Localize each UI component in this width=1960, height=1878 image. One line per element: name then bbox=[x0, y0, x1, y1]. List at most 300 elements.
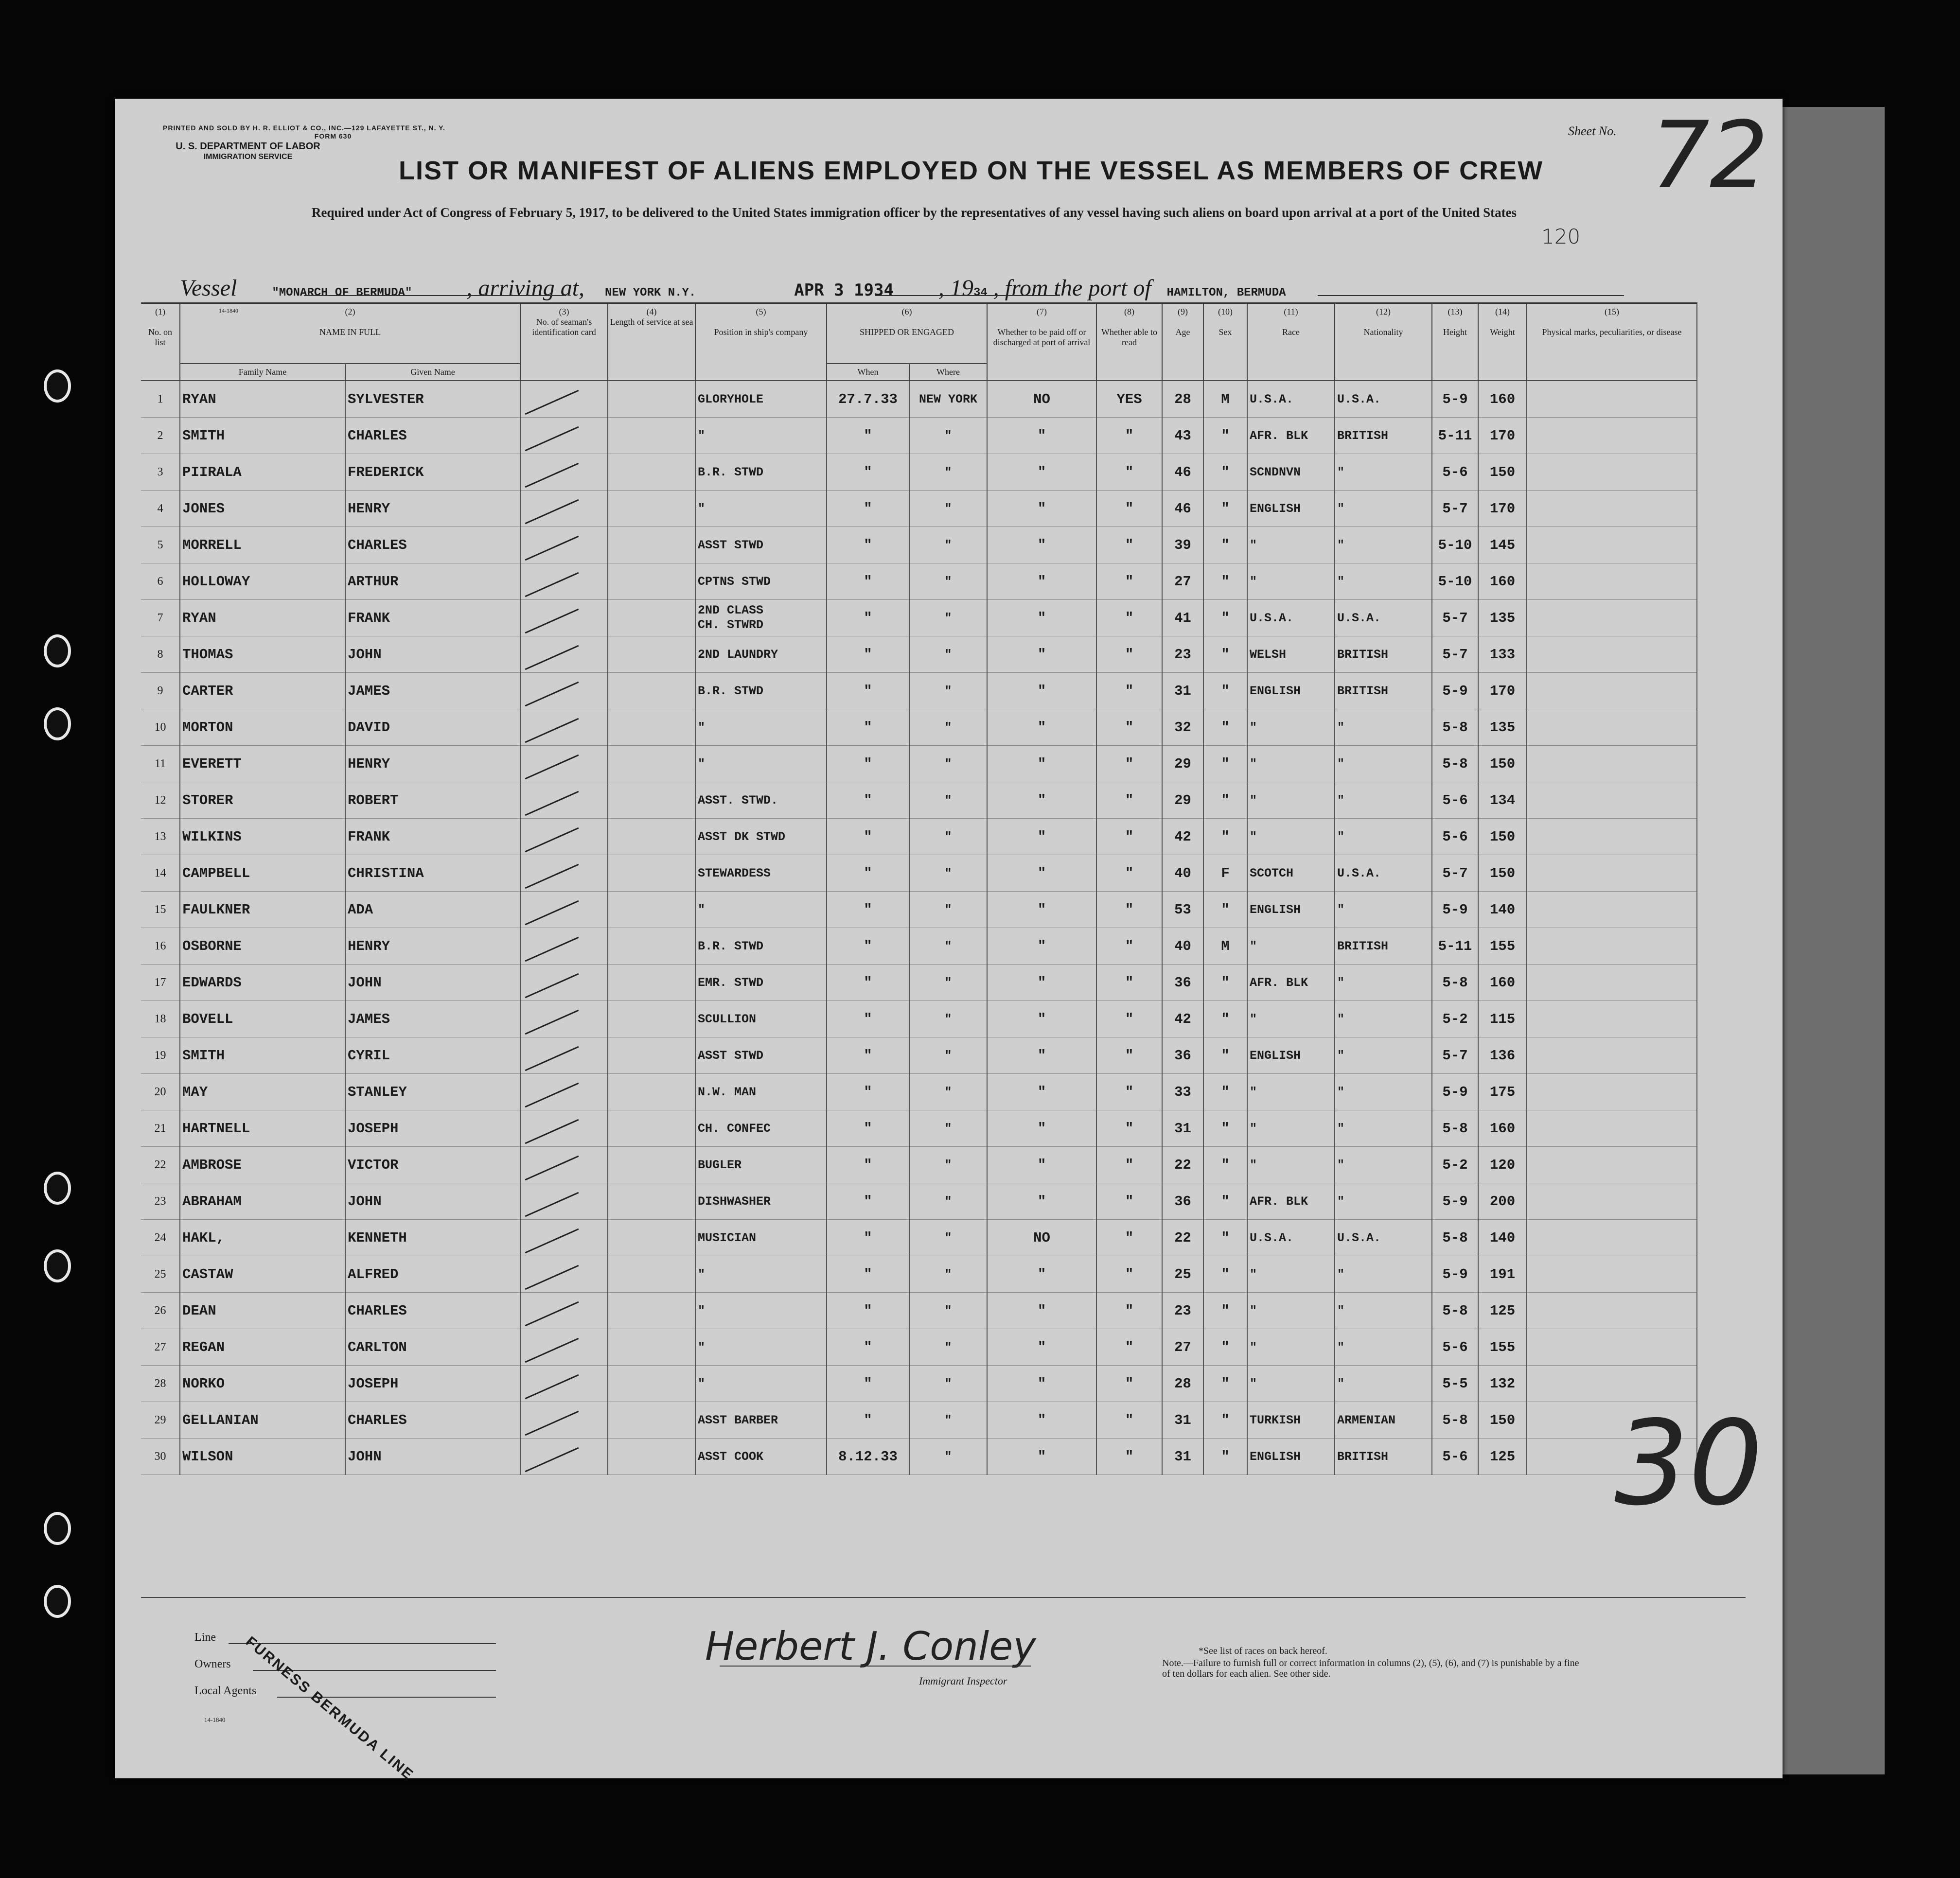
nationality: " bbox=[1335, 1256, 1432, 1293]
position: ASST. STWD. bbox=[695, 782, 827, 819]
shipped-where: " bbox=[909, 1256, 987, 1293]
shipped-when: " bbox=[827, 782, 909, 819]
col-title: Nationality bbox=[1363, 327, 1403, 337]
given-name: ARTHUR bbox=[345, 563, 520, 600]
id-card-dash-mark bbox=[525, 1228, 579, 1253]
physical-marks bbox=[1527, 1074, 1697, 1110]
sex: " bbox=[1203, 819, 1247, 855]
row-number: 16 bbox=[141, 928, 180, 965]
shipped-where: " bbox=[909, 1439, 987, 1475]
race: SCNDNVN bbox=[1247, 454, 1335, 491]
shipped-when: " bbox=[827, 746, 909, 782]
given-name: JOHN bbox=[345, 1183, 520, 1220]
service-length bbox=[608, 1110, 695, 1147]
shipped-where: " bbox=[909, 454, 987, 491]
nationality: BRITISH bbox=[1335, 1439, 1432, 1475]
table-row bbox=[141, 1183, 1697, 1220]
nationality: " bbox=[1335, 454, 1432, 491]
year-prefix: , 19 bbox=[938, 275, 973, 301]
weight: 136 bbox=[1478, 1037, 1527, 1074]
weight: 170 bbox=[1478, 418, 1527, 454]
col-title: Position in ship's company bbox=[714, 327, 808, 337]
id-card-dash-mark bbox=[525, 827, 579, 852]
shipped-when: " bbox=[827, 1074, 909, 1110]
year-suffix: 34 bbox=[973, 286, 988, 299]
nationality: " bbox=[1335, 1293, 1432, 1329]
service-length bbox=[608, 673, 695, 709]
physical-marks bbox=[1527, 746, 1697, 782]
shipped-when: 27.7.33 bbox=[827, 381, 909, 418]
able-to-read: YES bbox=[1096, 381, 1162, 418]
col-number: (6) bbox=[901, 307, 912, 316]
physical-marks bbox=[1527, 965, 1697, 1001]
header-id-card bbox=[520, 303, 608, 381]
sex: " bbox=[1203, 527, 1247, 563]
shipped-where: " bbox=[909, 527, 987, 563]
id-card-mark bbox=[520, 673, 608, 709]
age: 22 bbox=[1162, 1147, 1203, 1183]
table-row bbox=[141, 563, 1697, 600]
sex: " bbox=[1203, 709, 1247, 746]
paid-off: " bbox=[987, 600, 1096, 636]
header-age bbox=[1162, 303, 1203, 381]
shipped-when: " bbox=[827, 1220, 909, 1256]
penalty-note: Note.—Failure to furnish full or correct information in columns (2), (5), (6), and (7) is punishable by a fine of ten dollars for each alien. See other side. bbox=[1162, 1658, 1579, 1679]
position: ASST BARBER bbox=[695, 1402, 827, 1439]
physical-marks bbox=[1527, 527, 1697, 563]
able-to-read: " bbox=[1096, 673, 1162, 709]
race: AFR. BLK bbox=[1247, 418, 1335, 454]
nationality: " bbox=[1335, 1074, 1432, 1110]
row-number: 1 bbox=[141, 381, 180, 418]
id-card-mark bbox=[520, 709, 608, 746]
physical-marks bbox=[1527, 1147, 1697, 1183]
position: " bbox=[695, 1329, 827, 1366]
punch-hole bbox=[44, 1172, 71, 1205]
age: 40 bbox=[1162, 855, 1203, 892]
nationality: " bbox=[1335, 527, 1432, 563]
physical-marks bbox=[1527, 1001, 1697, 1037]
shipped-where: " bbox=[909, 1366, 987, 1402]
given-name: JOSEPH bbox=[345, 1110, 520, 1147]
table-row bbox=[141, 1439, 1697, 1475]
id-card-mark bbox=[520, 855, 608, 892]
given-name: SYLVESTER bbox=[345, 381, 520, 418]
row-number: 6 bbox=[141, 563, 180, 600]
sex: " bbox=[1203, 1256, 1247, 1293]
id-card-dash-mark bbox=[525, 1009, 579, 1035]
weight: 125 bbox=[1478, 1293, 1527, 1329]
shipped-when: " bbox=[827, 454, 909, 491]
race: U.S.A. bbox=[1247, 381, 1335, 418]
service-name: IMMIGRATION SERVICE bbox=[203, 153, 293, 161]
department-heading bbox=[146, 141, 350, 162]
signature-underline bbox=[720, 1665, 1031, 1667]
row-number: 22 bbox=[141, 1147, 180, 1183]
table-row bbox=[141, 418, 1697, 454]
table-row bbox=[141, 746, 1697, 782]
family-name: STORER bbox=[180, 782, 345, 819]
age: 42 bbox=[1162, 819, 1203, 855]
shipped-when: " bbox=[827, 928, 909, 965]
id-card-mark bbox=[520, 491, 608, 527]
age: 28 bbox=[1162, 381, 1203, 418]
id-card-dash-mark bbox=[525, 1374, 579, 1399]
page-subtitle: Required under Act of Congress of February 5, 1917, to be delivered to the United States immigration officer by the representatives of any vessel having such aliens on board upon arrival at a port of the United States bbox=[311, 205, 1517, 220]
col-title: Race bbox=[1282, 327, 1300, 337]
given-name: VICTOR bbox=[345, 1147, 520, 1183]
row-number: 15 bbox=[141, 892, 180, 928]
weight: 140 bbox=[1478, 892, 1527, 928]
row-number: 10 bbox=[141, 709, 180, 746]
id-card-mark bbox=[520, 1220, 608, 1256]
paid-off: " bbox=[987, 491, 1096, 527]
height: 5-8 bbox=[1432, 1110, 1478, 1147]
shipped-where: " bbox=[909, 1402, 987, 1439]
family-name: SMITH bbox=[180, 1037, 345, 1074]
physical-marks bbox=[1527, 600, 1697, 636]
arriving-label: , arriving at, bbox=[466, 275, 585, 301]
height: 5-8 bbox=[1432, 709, 1478, 746]
able-to-read: " bbox=[1096, 1183, 1162, 1220]
position: GLORYHOLE bbox=[695, 381, 827, 418]
sex: " bbox=[1203, 636, 1247, 673]
family-name: SMITH bbox=[180, 418, 345, 454]
height: 5-2 bbox=[1432, 1001, 1478, 1037]
header-paid-off bbox=[987, 303, 1096, 381]
shipped-when: " bbox=[827, 1256, 909, 1293]
age: 40 bbox=[1162, 928, 1203, 965]
vessel-label: Vessel bbox=[180, 275, 237, 301]
weight: 150 bbox=[1478, 819, 1527, 855]
given-name: FRANK bbox=[345, 819, 520, 855]
service-length bbox=[608, 928, 695, 965]
id-card-dash-mark bbox=[525, 1155, 579, 1180]
table-row bbox=[141, 855, 1697, 892]
col-title: Height bbox=[1443, 327, 1467, 337]
family-name: MORTON bbox=[180, 709, 345, 746]
id-card-mark bbox=[520, 636, 608, 673]
id-card-mark bbox=[520, 892, 608, 928]
id-card-mark bbox=[520, 1293, 608, 1329]
header-list-number bbox=[141, 303, 180, 381]
position: " bbox=[695, 746, 827, 782]
sex: " bbox=[1203, 965, 1247, 1001]
height: 5-6 bbox=[1432, 782, 1478, 819]
nationality: BRITISH bbox=[1335, 673, 1432, 709]
height: 5-7 bbox=[1432, 600, 1478, 636]
row-number: 18 bbox=[141, 1001, 180, 1037]
height: 5-8 bbox=[1432, 1402, 1478, 1439]
nationality: " bbox=[1335, 965, 1432, 1001]
age: 43 bbox=[1162, 418, 1203, 454]
row-number: 2 bbox=[141, 418, 180, 454]
given-name: FREDERICK bbox=[345, 454, 520, 491]
physical-marks bbox=[1527, 418, 1697, 454]
service-length bbox=[608, 709, 695, 746]
race: ENGLISH bbox=[1247, 1439, 1335, 1475]
table-row bbox=[141, 1074, 1697, 1110]
race: AFR. BLK bbox=[1247, 1183, 1335, 1220]
able-to-read: " bbox=[1096, 855, 1162, 892]
given-name: JAMES bbox=[345, 1001, 520, 1037]
sex: " bbox=[1203, 1001, 1247, 1037]
col-title: Whether to be paid off or discharged at port of arrival bbox=[993, 327, 1091, 347]
physical-marks bbox=[1527, 636, 1697, 673]
punch-hole bbox=[44, 634, 71, 667]
header-position bbox=[695, 303, 827, 381]
department-name: U. S. DEPARTMENT OF LABOR bbox=[176, 141, 320, 152]
id-card-dash-mark bbox=[525, 863, 579, 889]
weight: 170 bbox=[1478, 491, 1527, 527]
table-row bbox=[141, 527, 1697, 563]
able-to-read: " bbox=[1096, 1293, 1162, 1329]
date-stamp: APR 3 1934 bbox=[794, 281, 894, 300]
crew-table bbox=[141, 302, 1697, 1475]
position: BUGLER bbox=[695, 1147, 827, 1183]
paid-off: " bbox=[987, 1110, 1096, 1147]
header-race bbox=[1247, 303, 1335, 381]
able-to-read: " bbox=[1096, 1001, 1162, 1037]
nationality: " bbox=[1335, 746, 1432, 782]
table-row bbox=[141, 892, 1697, 928]
id-card-mark bbox=[520, 527, 608, 563]
race: " bbox=[1247, 782, 1335, 819]
able-to-read: " bbox=[1096, 600, 1162, 636]
family-name: BOVELL bbox=[180, 1001, 345, 1037]
physical-marks bbox=[1527, 563, 1697, 600]
race: " bbox=[1247, 563, 1335, 600]
shipped-when: " bbox=[827, 892, 909, 928]
nationality: BRITISH bbox=[1335, 636, 1432, 673]
race: " bbox=[1247, 527, 1335, 563]
family-name: HOLLOWAY bbox=[180, 563, 345, 600]
sex: " bbox=[1203, 746, 1247, 782]
age: 31 bbox=[1162, 1110, 1203, 1147]
table-row bbox=[141, 454, 1697, 491]
given-name: ROBERT bbox=[345, 782, 520, 819]
page-title: LIST OR MANIFEST OF ALIENS EMPLOYED ON THE VESSEL AS MEMBERS OF CREW bbox=[399, 156, 1544, 185]
given-name: JOHN bbox=[345, 1439, 520, 1475]
able-to-read: " bbox=[1096, 1220, 1162, 1256]
id-card-mark bbox=[520, 819, 608, 855]
nationality: " bbox=[1335, 1329, 1432, 1366]
able-to-read: " bbox=[1096, 709, 1162, 746]
sex: " bbox=[1203, 892, 1247, 928]
id-card-mark bbox=[520, 965, 608, 1001]
position: EMR. STWD bbox=[695, 965, 827, 1001]
nationality: " bbox=[1335, 1147, 1432, 1183]
row-number: 3 bbox=[141, 454, 180, 491]
height: 5-10 bbox=[1432, 527, 1478, 563]
row-number: 13 bbox=[141, 819, 180, 855]
shipped-when: 8.12.33 bbox=[827, 1439, 909, 1475]
id-card-dash-mark bbox=[525, 681, 579, 706]
service-length bbox=[608, 418, 695, 454]
header-family-name: Family Name bbox=[180, 364, 345, 381]
row-number: 24 bbox=[141, 1220, 180, 1256]
races-note: *See list of races on back hereof. bbox=[1199, 1646, 1327, 1656]
col-number: (13) bbox=[1448, 307, 1463, 316]
sex: " bbox=[1203, 673, 1247, 709]
date-underline bbox=[875, 294, 1060, 296]
shipped-where: " bbox=[909, 636, 987, 673]
able-to-read: " bbox=[1096, 527, 1162, 563]
header-when: When bbox=[827, 364, 909, 381]
given-name: CHARLES bbox=[345, 527, 520, 563]
shipped-when: " bbox=[827, 1183, 909, 1220]
table-row bbox=[141, 381, 1697, 418]
paid-off: " bbox=[987, 1256, 1096, 1293]
position: B.R. STWD bbox=[695, 673, 827, 709]
paid-off: " bbox=[987, 1001, 1096, 1037]
position: ASST DK STWD bbox=[695, 819, 827, 855]
position bbox=[695, 600, 827, 636]
nationality: BRITISH bbox=[1335, 928, 1432, 965]
paid-off: " bbox=[987, 892, 1096, 928]
table-row bbox=[141, 1293, 1697, 1329]
shipped-where: " bbox=[909, 600, 987, 636]
id-card-dash-mark bbox=[525, 426, 579, 451]
table-row bbox=[141, 1256, 1697, 1293]
shipped-where: " bbox=[909, 1110, 987, 1147]
service-length bbox=[608, 1329, 695, 1366]
position: ASST STWD bbox=[695, 527, 827, 563]
position: " bbox=[695, 1293, 827, 1329]
paid-off: " bbox=[987, 1293, 1096, 1329]
col-title: No. of seaman's identification card bbox=[532, 317, 596, 337]
service-length bbox=[608, 1001, 695, 1037]
position: CH. CONFEC bbox=[695, 1110, 827, 1147]
id-card-mark bbox=[520, 1183, 608, 1220]
able-to-read: " bbox=[1096, 1402, 1162, 1439]
weight: 135 bbox=[1478, 600, 1527, 636]
shipped-where: " bbox=[909, 1329, 987, 1366]
physical-marks bbox=[1527, 1110, 1697, 1147]
age: 36 bbox=[1162, 1037, 1203, 1074]
service-length bbox=[608, 1366, 695, 1402]
given-name: STANLEY bbox=[345, 1074, 520, 1110]
service-length bbox=[608, 1037, 695, 1074]
row-number: 7 bbox=[141, 600, 180, 636]
id-card-dash-mark bbox=[525, 936, 579, 962]
height: 5-6 bbox=[1432, 454, 1478, 491]
shipped-where: " bbox=[909, 491, 987, 527]
paid-off: " bbox=[987, 819, 1096, 855]
race: TURKISH bbox=[1247, 1402, 1335, 1439]
col-number: (3) bbox=[559, 307, 569, 316]
height: 5-10 bbox=[1432, 563, 1478, 600]
id-card-dash-mark bbox=[525, 1410, 579, 1436]
service-length bbox=[608, 1147, 695, 1183]
height: 5-11 bbox=[1432, 928, 1478, 965]
shipped-where: " bbox=[909, 673, 987, 709]
race: " bbox=[1247, 746, 1335, 782]
family-name: AMBROSE bbox=[180, 1147, 345, 1183]
physical-marks bbox=[1527, 1293, 1697, 1329]
col-number: (7) bbox=[1037, 307, 1047, 316]
sheet-number: 72 bbox=[1651, 102, 1768, 209]
position: " bbox=[695, 418, 827, 454]
row-number: 14 bbox=[141, 855, 180, 892]
able-to-read: " bbox=[1096, 928, 1162, 965]
shipped-when: " bbox=[827, 636, 909, 673]
nationality: " bbox=[1335, 1001, 1432, 1037]
shipped-when: " bbox=[827, 600, 909, 636]
nationality: U.S.A. bbox=[1335, 600, 1432, 636]
id-card-mark bbox=[520, 454, 608, 491]
physical-marks bbox=[1527, 819, 1697, 855]
shipped-when: " bbox=[827, 855, 909, 892]
paid-off: " bbox=[987, 1329, 1096, 1366]
crew-rows bbox=[141, 381, 1697, 1475]
height: 5-6 bbox=[1432, 819, 1478, 855]
service-length bbox=[608, 855, 695, 892]
punch-hole bbox=[44, 1512, 71, 1545]
id-card-dash-mark bbox=[525, 1119, 579, 1144]
weight: 200 bbox=[1478, 1183, 1527, 1220]
header-name-in-full bbox=[180, 303, 520, 364]
height: 5-8 bbox=[1432, 965, 1478, 1001]
id-card-dash-mark bbox=[525, 900, 579, 925]
nationality: " bbox=[1335, 1110, 1432, 1147]
id-card-mark bbox=[520, 1366, 608, 1402]
row-number: 19 bbox=[141, 1037, 180, 1074]
inspector-label: Immigrant Inspector bbox=[919, 1675, 1007, 1687]
family-name: HARTNELL bbox=[180, 1110, 345, 1147]
weight: 150 bbox=[1478, 1402, 1527, 1439]
weight: 160 bbox=[1478, 1110, 1527, 1147]
position: CPTNS STWD bbox=[695, 563, 827, 600]
position: STEWARDESS bbox=[695, 855, 827, 892]
weight: 150 bbox=[1478, 454, 1527, 491]
sex: " bbox=[1203, 1293, 1247, 1329]
shipped-where: " bbox=[909, 1074, 987, 1110]
race: WELSH bbox=[1247, 636, 1335, 673]
paid-off: " bbox=[987, 1183, 1096, 1220]
weight: 133 bbox=[1478, 636, 1527, 673]
margin-number: 120 bbox=[1541, 225, 1581, 248]
height: 5-11 bbox=[1432, 418, 1478, 454]
row-number: 12 bbox=[141, 782, 180, 819]
id-card-mark bbox=[520, 1037, 608, 1074]
id-card-dash-mark bbox=[525, 462, 579, 488]
service-length bbox=[608, 1439, 695, 1475]
id-card-dash-mark bbox=[525, 1447, 579, 1472]
service-length bbox=[608, 454, 695, 491]
row-number: 27 bbox=[141, 1329, 180, 1366]
shipped-where: " bbox=[909, 563, 987, 600]
shipped-when: " bbox=[827, 491, 909, 527]
nationality: U.S.A. bbox=[1335, 855, 1432, 892]
paid-off: " bbox=[987, 1402, 1096, 1439]
from-port: HAMILTON, BERMUDA bbox=[1166, 286, 1286, 299]
paid-off: " bbox=[987, 454, 1096, 491]
race: " bbox=[1247, 819, 1335, 855]
id-card-mark bbox=[520, 1001, 608, 1037]
row-number: 23 bbox=[141, 1183, 180, 1220]
race: " bbox=[1247, 1074, 1335, 1110]
sheet-label: Sheet No. bbox=[1568, 124, 1617, 138]
given-name: KENNETH bbox=[345, 1220, 520, 1256]
sex: " bbox=[1203, 1074, 1247, 1110]
age: 31 bbox=[1162, 1439, 1203, 1475]
id-card-mark bbox=[520, 1147, 608, 1183]
age: 23 bbox=[1162, 636, 1203, 673]
height: 5-6 bbox=[1432, 1439, 1478, 1475]
nationality: " bbox=[1335, 1183, 1432, 1220]
family-name: CASTAW bbox=[180, 1256, 345, 1293]
